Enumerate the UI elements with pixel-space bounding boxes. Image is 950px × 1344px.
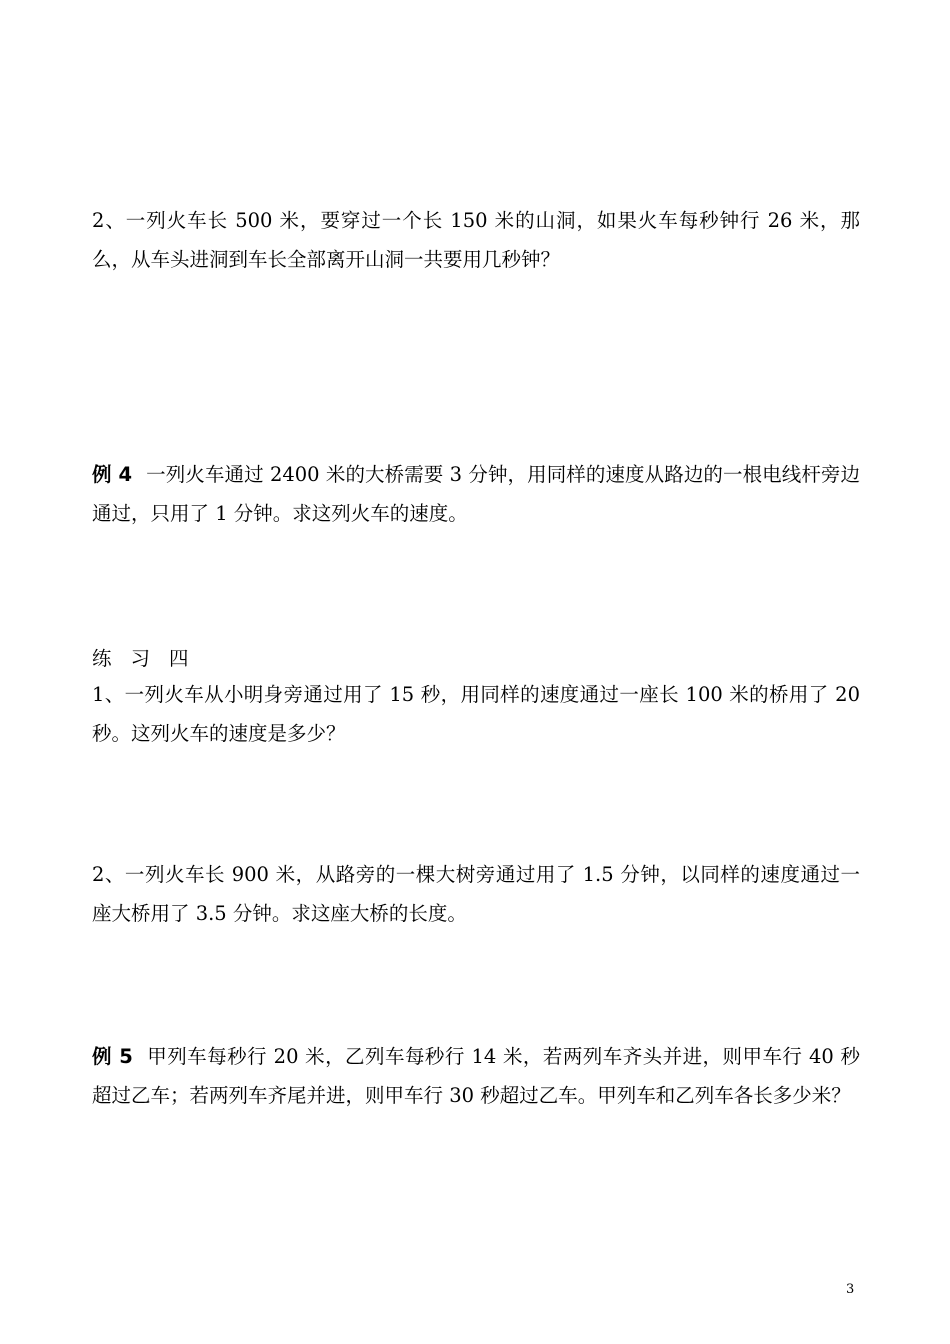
exercise-4-question-1: 1、一列火车从小明身旁通过用了 15 秒，用同样的速度通过一座长 100 米的桥用了 20 秒。这列火车的速度是多少？ bbox=[92, 683, 860, 745]
example-5-text: 甲列车每秒行 20 米，乙列车每秒行 14 米，若两列车齐头并进，则甲车行 40 秒超过乙车；若两列车齐尾并进，则甲车行 30 秒超过乙车。甲列车和乙列车各长多少米？ bbox=[92, 1045, 860, 1107]
page-number: 3 bbox=[846, 1282, 855, 1297]
example-5 bbox=[92, 1037, 860, 1115]
example-4-label: 例 4 bbox=[92, 463, 133, 486]
example-5-label: 例 5 bbox=[92, 1045, 133, 1068]
problem-2: 2、一列火车长 500 米，要穿过一个长 150 米的山洞，如果火车每秒钟行 26 米，那么，从车头进洞到车长全部离开山洞一共要用几秒钟？ bbox=[92, 209, 860, 271]
example-4-text: 一列火车通过 2400 米的大桥需要 3 分钟，用同样的速度从路边的一根电线杆旁边通过，只用了 1 分钟。求这列火车的速度。 bbox=[92, 463, 861, 525]
exercise-4-question-2: 2、一列火车长 900 米，从路旁的一棵大树旁通过用了 1.5 分钟，以同样的速度通过一座大桥用了 3.5 分钟。求这座大桥的长度。 bbox=[92, 863, 860, 925]
exercise-4-heading: 练习四 bbox=[92, 647, 208, 670]
example-4 bbox=[92, 455, 860, 533]
